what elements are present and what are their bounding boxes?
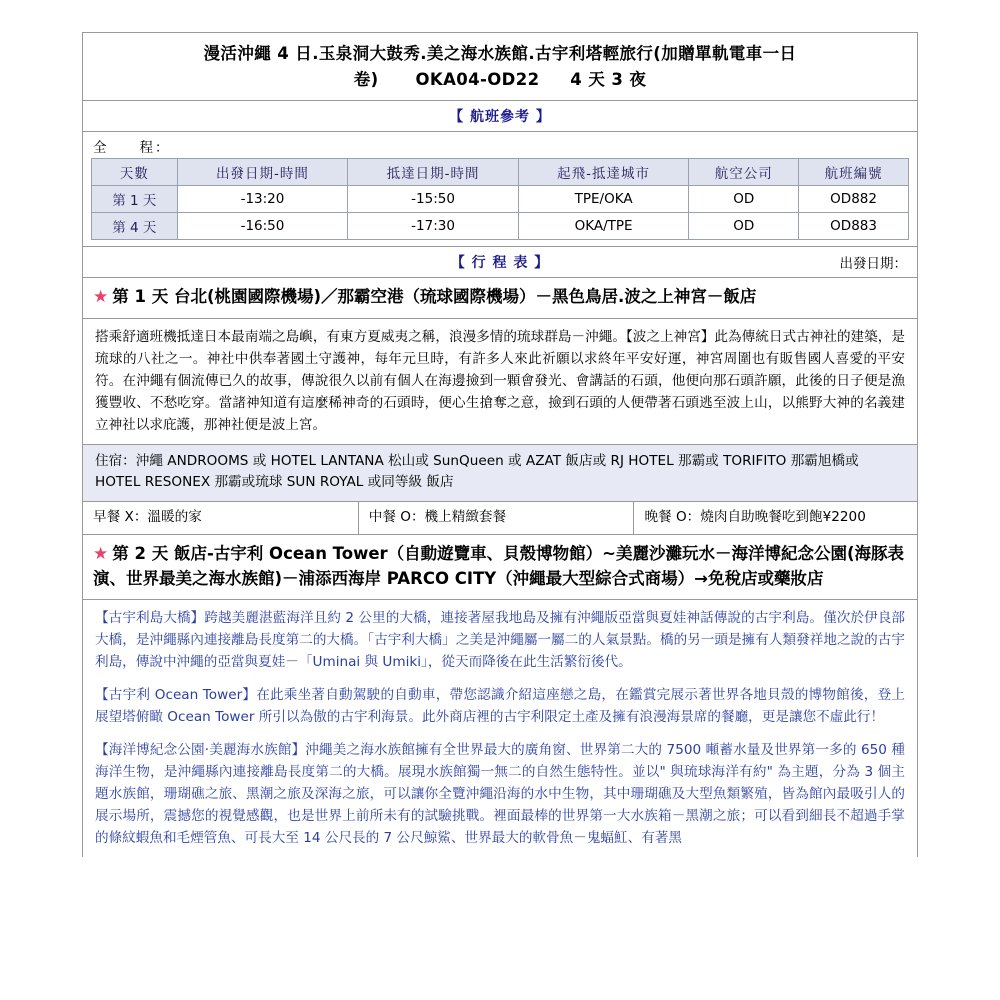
itinerary-section-heading-label: 【 行 程 表 】 <box>450 255 550 272</box>
flight-cell-day: 第 4 天 <box>92 213 178 240</box>
day-1-meals <box>83 502 917 535</box>
itinerary-document <box>82 32 918 857</box>
flight-col-cities: 起飛-抵達城市 <box>518 159 689 186</box>
flight-table <box>91 158 909 240</box>
day-2-description <box>83 600 917 857</box>
tour-code: OKA04-OD22 <box>415 69 540 89</box>
table-row <box>92 213 909 240</box>
table-row <box>92 186 909 213</box>
flight-cell-depart: -13:20 <box>177 186 348 213</box>
flight-table-header-row <box>92 159 909 186</box>
flight-cell-arrive: -17:30 <box>348 213 519 240</box>
table-row <box>83 502 917 534</box>
itinerary-section-heading <box>83 247 917 278</box>
star-icon: ★ <box>93 543 109 564</box>
day-1-meals-table <box>83 502 917 534</box>
day-1-lunch: 中餐 O：機上精緻套餐 <box>358 502 634 534</box>
document-title <box>83 33 917 101</box>
flight-cell-airline: OD <box>689 213 799 240</box>
day-2-heading-text: 第 2 天 飯店-古宇利 Ocean Tower（自動遊覽車、貝殼博物館）~美麗沙灘玩水－海洋博紀念公園(海豚表演、世界最美之海水族館)－浦添西海岸 PARCO CITY（沖繩最大型綜合式商場）→免稅店或藥妝店 <box>93 543 905 589</box>
flight-cell-depart: -16:50 <box>177 213 348 240</box>
day-2-paragraph-1: 【古宇利島大橋】跨越美麗湛藍海洋且約 2 公里的大橋，連接著屋我地島及擁有沖繩版亞當與夏娃神話傳說的古宇利島。僅次於伊良部大橋，是沖繩縣內連接離島長度第二的大橋。「古宇利大橋」之美是沖繩屬一屬二的人氣景點。橋的另一頭是擁有人類發祥地之說的古宇利島，傳說中沖繩的亞當與夏娃－「Uminai 與 Umiki」，從天而降後在此生活繁衍後代。 <box>95 610 905 671</box>
route-label: 全 程： <box>93 140 171 157</box>
day-1-description <box>83 319 917 445</box>
flight-cell-day: 第 1 天 <box>92 186 178 213</box>
document-title-line1: 漫活沖繩 4 日.玉泉洞大鼓秀.美之海水族館.古宇利塔輕旅行(加贈單軌電車一日 <box>203 44 797 63</box>
day-1-heading <box>83 278 917 319</box>
flight-section <box>83 132 917 247</box>
day-2-paragraph-2: 【古宇利 Ocean Tower】在此乘坐著自動駕駛的自動車，帶您認識介紹這座戀之島，在鑑賞完展示著世界各地貝殼的博物館後，登上展望塔俯瞰 Ocean Tower 所引以為傲的古宇利海景。此外商店裡的古宇利限定土產及擁有浪漫海景席的餐廳，更是讓您不虛此行！ <box>95 687 905 726</box>
flight-col-arrive: 抵達日期-時間 <box>348 159 519 186</box>
flight-section-heading: 【 航班參考 】 <box>83 101 917 132</box>
document-title-line2-text: 卷) <box>353 69 379 89</box>
flight-cell-number: OD883 <box>799 213 909 240</box>
tour-duration: 4 天 3 夜 <box>570 69 647 89</box>
day-1-dinner: 晚餐 O：燒肉自助晚餐吃到飽¥2200 <box>644 509 866 526</box>
flight-cell-arrive: -15:50 <box>348 186 519 213</box>
flight-col-depart: 出發日期-時間 <box>177 159 348 186</box>
flight-cell-number: OD882 <box>799 186 909 213</box>
day-1-heading-text: 第 1 天 台北(桃園國際機場)／那霸空港（琉球國際機場）－黑色鳥居.波之上神宮－飯店 <box>112 287 757 307</box>
flight-col-number: 航班編號 <box>799 159 909 186</box>
flight-col-airline: 航空公司 <box>689 159 799 186</box>
flight-cell-airline: OD <box>689 186 799 213</box>
flight-cell-cities: TPE/OKA <box>518 186 689 213</box>
day-1-breakfast: 早餐 X：溫暖的家 <box>83 502 358 534</box>
star-icon: ★ <box>93 287 109 308</box>
flight-cell-cities: OKA/TPE <box>518 213 689 240</box>
day-1-paragraph-1: 搭乘舒適班機抵達日本最南端之島嶼，有東方夏威夷之稱，浪漫多情的琉球群島－沖繩。【波之上神宮】此為傳統日式古神社的建築，是琉球的八社之一。神社中供奉著國土守護神，每年元旦時，有許多人來此祈願以求終年平安好運，神宮周圍也有販售國人喜愛的平安符。在沖繩有個流傳已久的故事，傳說很久以前有個人在海邊撿到一顆會發光、會講話的石頭，他便向那石頭許願，此後的日子便是漁獲豐收、不愁吃穿。當諸神知道有這麼稀神奇的石頭時，便心生搶奪之意，撿到石頭的人便帶著石頭逃至波上山，以熊野大神的名義建立神社以求庇護，那神社便是波上宮。 <box>95 328 905 433</box>
departure-date-note: 出發日期： <box>839 256 907 273</box>
day-1-accommodation: 住宿：沖繩 ANDROOMS 或 HOTEL LANTANA 松山或 SunQueen 或 AZAT 飯店或 RJ HOTEL 那霸或 TORIFITO 那霸旭橋或 HOTEL RESONEX 那霸或琉球 SUN ROYAL 或同等級 飯店 <box>83 445 917 503</box>
flight-col-day: 天數 <box>92 159 178 186</box>
day-2-heading <box>83 535 917 600</box>
flight-table-wrapper <box>83 158 917 246</box>
document-title-line2 <box>109 67 891 93</box>
day-2-paragraph-3: 【海洋博紀念公園‧美麗海水族館】沖繩美之海水族館擁有全世界最大的廣角窗、世界第二大的 7500 噸蓄水量及世界第一多的 650 種海洋生物，是沖繩縣內連接離島長度第二的大橋。展現水族館獨一無二的自然生態特性。並以" 與琉球海洋有約" 為主題，分為 3 個主題水族館，珊瑚礁之旅、黑潮之旅及深海之旅，可以讓你全覽沖繩沿海的水中生物，其中珊瑚礁及大型魚類繁殖，皆為館內最吸引人的展示場所，震撼您的視覺感觀，也是世界上前所未有的試驗挑戰。裡面最棒的世界第一大水族箱－黑潮之旅；可以看到細長不超過手掌的條紋蝦魚和毛煙管魚、可長大至 14 公尺長的 7 公尺鯨鯊、世界最大的軟骨魚－鬼蝠魟、有著黑 <box>95 742 905 847</box>
